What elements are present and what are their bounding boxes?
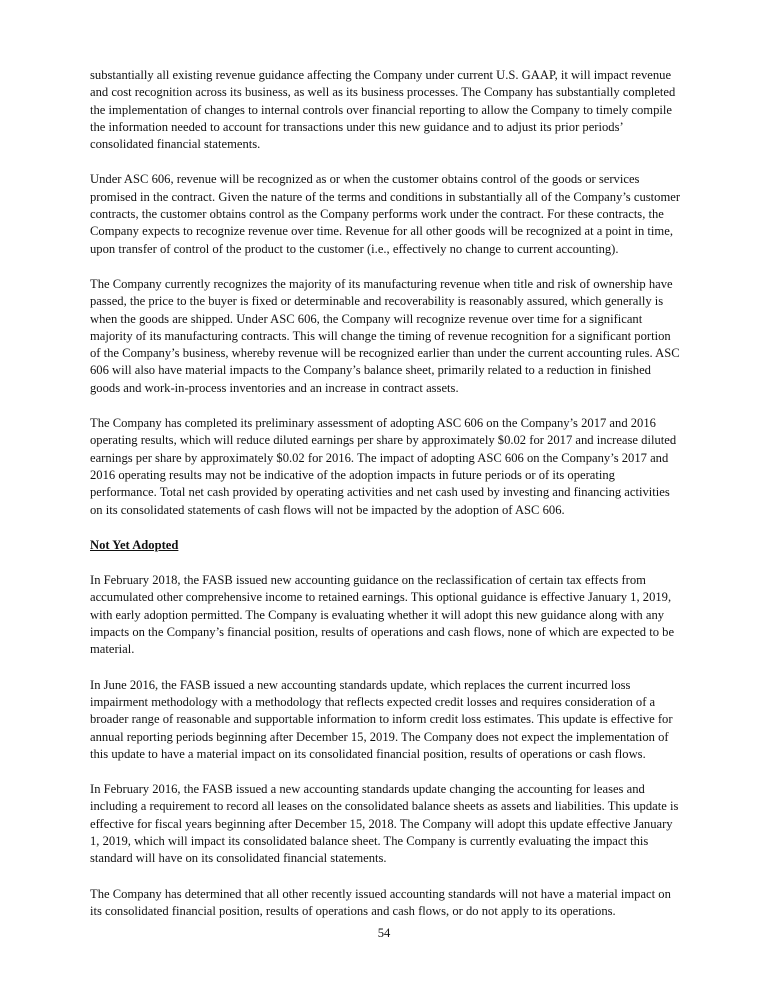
paragraph-revenue-guidance-impact: substantially all existing revenue guidance affecting the Company under current U.S. GAAP, it will impact revenue and cost recognition across its business, as well as its business processes. The Company has substantially completed the implementation of changes to internal controls over financial reporting to allow the Company to timely compile the information needed to account for transactions under this new guidance and to adjust its prior periods’ consolidated financial statements. [90, 68, 676, 152]
paragraph-credit-losses-update: In June 2016, the FASB issued a new accounting standards update, which replaces the current incurred loss impairment methodology with a methodology that reflects expected credit losses and requires consideration of a broader range of reasonable and supportable information to inform credit loss estimates. This update is effective for annual reporting periods beginning after December 15, 2019. The Company does not expect the implementation of this update to have a material impact on its consolidated financial position, results of operations or cash flows. [90, 677, 673, 761]
document-page [90, 67, 684, 938]
paragraph-tax-effects-reclassification: In February 2018, the FASB issued new accounting guidance on the reclassification of certain tax effects from accumulated other comprehensive income to retained earnings. This optional guidance is effective January 1, 2019, with early adoption permitted. The Company is evaluating whether it will adopt this new guidance along with any impacts on the Company’s financial position, results of operations and cash flows, none of which are expected to be material. [90, 573, 675, 657]
paragraph-asc-606-control-transfer: Under ASC 606, revenue will be recognized as or when the customer obtains control of the goods or services promised in the contract. Given the nature of the terms and conditions in substantially all of the Company’s customer contracts, the customer obtains control as the Company performs work under the contract. For these contracts, the Company expects to recognize revenue over time. Revenue for all other goods will be recognized at a point in time, upon transfer of control of the product to the customer (i.e., effectively no change to current accounting). [90, 172, 681, 256]
section-heading-not-yet-adopted: Not Yet Adopted [90, 537, 179, 552]
paragraph-leases-update: In February 2016, the FASB issued a new accounting standards update changing the accounting for leases and including a requirement to record all leases on the consolidated balance sheets as assets and liabilities. This update is effective for fiscal years beginning after December 15, 2018. The Company will adopt this update effective January 1, 2019, which will impact its consolidated balance sheet. The Company is currently evaluating the impact this standard will have on its consolidated financial statements. [90, 782, 679, 866]
page-number: 54 [377, 926, 391, 940]
paragraph-other-standards: The Company has determined that all other recently issued accounting standards will not have a material impact on its consolidated financial position, results of operations and cash flows, or do not apply to its operations. [90, 886, 671, 918]
paragraph-preliminary-assessment: The Company has completed its preliminary assessment of adopting ASC 606 on the Company’s 2017 and 2016 operating results, which will reduce diluted earnings per share by approximately $0.02 for 2017 and increase diluted earnings per share by approximately $0.02 for 2016. The impact of adopting ASC 606 on the Company’s 2017 and 2016 operating results may not be indicative of the adoption impacts in future periods or of its operating performance. Total net cash provided by operating activities and net cash used by investing and financing activities on its consolidated statements of cash flows will not be impacted by the adoption of ASC 606. [90, 416, 677, 517]
paragraph-manufacturing-revenue: The Company currently recognizes the majority of its manufacturing revenue when title and risk of ownership have passed, the price to the buyer is fixed or determinable and recoverability is reasonably assured, which generally is when the goods are shipped. Under ASC 606, the Company will recognize revenue over time for a significant majority of its manufacturing contracts. This will change the timing of revenue recognition for a significant portion of the Company’s business, whereby revenue will be recognized earlier than under the current accounting rules. ASC 606 will also have material impacts to the Company’s balance sheet, primarily related to a reduction in finished goods and work-in-process inventories and an increase in contract assets. [90, 276, 680, 395]
